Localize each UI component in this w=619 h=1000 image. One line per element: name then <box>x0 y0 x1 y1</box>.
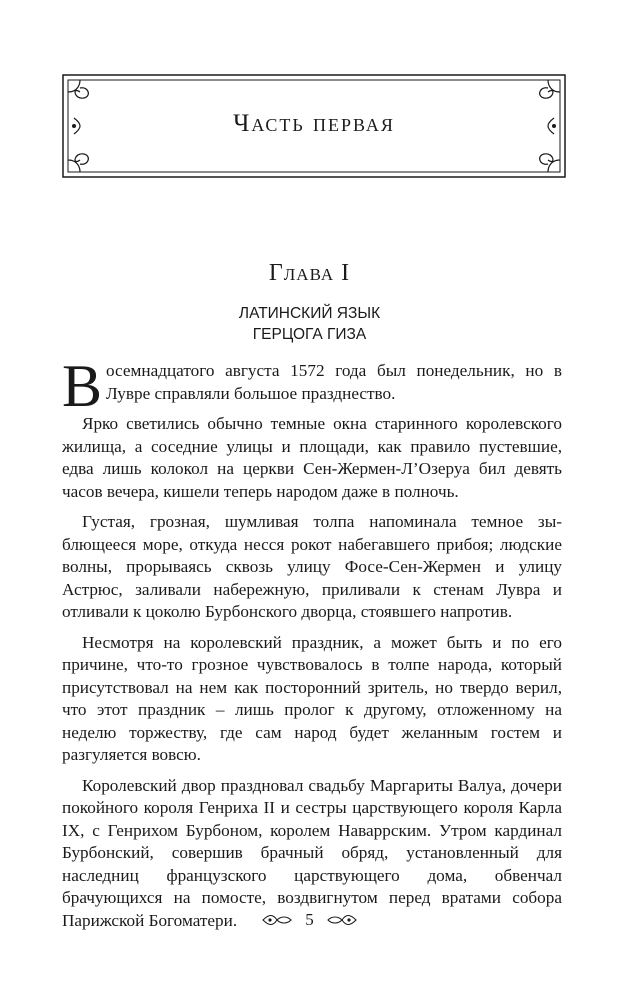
page-number: 5 <box>305 910 314 929</box>
paragraph-4: Несмотря на королевский праздник, а может быть и по его причине, что-то грозное чувствовалось в толпе народа, который присутствовал на нем как посторонний зритель, но твердо верил, что этот праздник – лишь пролог к другому, отложенному на неделю торжеству, где сам народ будет желанным гостем и разгуляется вовсю. <box>62 632 562 764</box>
paragraph-3: Густая, грозная, шумливая толпа напоминала темное зыблющееся море, откуда несся рокот набегавшего прибоя; людские волны, прорываясь сквозь улицу Фосе-Сен-Жермен и улицу Астрюс, заливали набережную, приливали к стенам Лувра и отливали к цоколю Бурбонского дворца, стоявшего напротив. <box>62 512 562 621</box>
fleuron-icon <box>261 912 293 928</box>
chapter-body <box>62 353 562 940</box>
paragraph-1-text: осемнадцатого августа 1572 года был понедельник, но в Лувре справляли большое празднество. <box>106 361 562 403</box>
chapter-subtitle-line-2: ГЕРЦОГА ГИЗА <box>252 326 367 343</box>
paragraph-1 <box>62 353 562 419</box>
paragraph-5: Королевский двор праздновал свадьбу Маргариты Валуа, дочери покойного короля Генриха II и сестры царствующего короля Карла IX, с Генрихом Бурбоном, королем Наваррским. Утром кардинал Бурбонский, совершив брачный обряд, установленный для наследниц французского царствующего дома, обвенчал брачующихся на помосте, воздвигнутом перед вратами собора Парижской Богоматери. <box>62 775 562 930</box>
part-title-frame <box>62 74 566 178</box>
chapter-subtitle-line-1: ЛАТИНСКИЙ ЯЗЫК <box>238 305 381 322</box>
fleuron-icon <box>326 912 358 928</box>
part-title: Часть первая <box>233 110 395 137</box>
chapter-title: Глава I <box>268 260 351 286</box>
page-footer <box>0 905 619 935</box>
paragraph-2: Ярко светились обычно темные окна старинного королевского жилища, а соседние улицы и площади, как правило пустевшие, едва лишь колокол на церкви Сен-Жермен-Л’Озеруа бил девять часов вечера, кишели теперь народом даже в полночь. <box>62 414 562 501</box>
drop-cap: В <box>62 353 103 419</box>
